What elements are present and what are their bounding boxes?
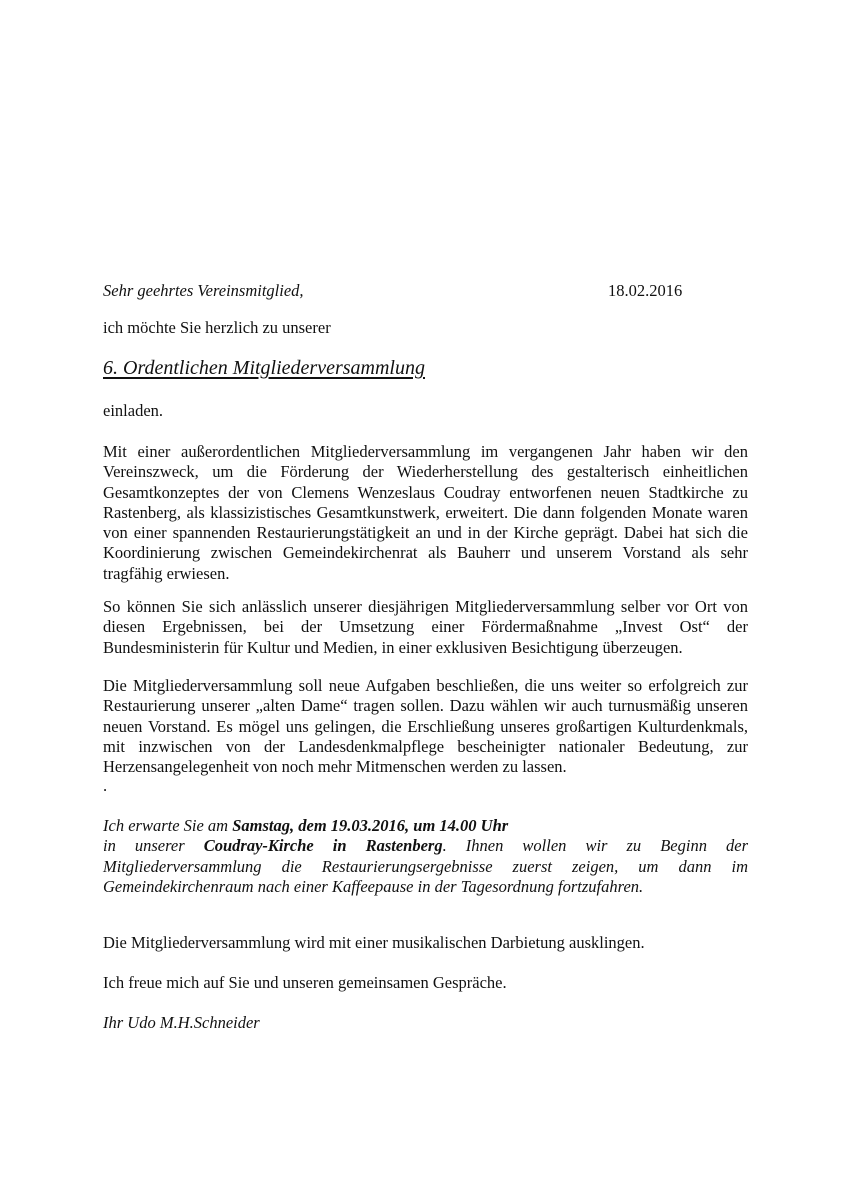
event-datetime: Samstag, dem 19.03.2016, um 14.00 Uhr [232, 816, 509, 835]
event-location: Coudray-Kirche in Rastenberg [203, 836, 443, 856]
paragraph-2: So können Sie sich anlässlich unserer diesjährigen Mitgliederversammlung selber vor Ort von diesen Ergebnissen, bei der Umsetzung einer Fördermaßnahme „Invest Ost“ der Bundesministerin für Kultur und Medien, in einer exklusiven Besichtigung überzeugen. [103, 597, 748, 657]
event-details: . Ihnen wollen wir zu Beginn der Mitgliederversammlung die Restaurierungsergebnisse zuerst zeigen, um dann im Gemeindekirchenraum nach einer Kaffeepause in der Tagesordnung fortzufahren. [103, 836, 748, 896]
paragraph-1: Mit einer außerordentlichen Mitgliederversammlung im vergangenen Jahr haben wir den Vereinszweck, um die Förderung der Wiederherstellung des gestalterisch einheitlichen Gesamtkonzeptes der von Clemens Wenzeslaus Coudray entworfenen neuen Stadtkirche zu Rastenberg, als klassizistisches Gesamtkunstwerk, erweitert. Die dann folgenden Monate waren von einer spannenden Restaurierungstätigkeit an und in der Kirche geprägt. Dabei hat sich die Koordinierung zwischen Gemeindekirchenrat als Bauherr und unserem Vorstand als sehr tragfähig erwiesen. [103, 442, 748, 583]
event-prefix: Ich erwarte Sie am [103, 816, 233, 835]
salutation-row [103, 281, 748, 301]
salutation: Sehr geehrtes Vereinsmitglied, [103, 281, 304, 300]
event-line-1 [103, 816, 748, 836]
letter-date: 18.02.2016 [608, 281, 683, 300]
event-location-prefix: in unserer [103, 836, 204, 856]
event-line-2 [103, 836, 748, 897]
closing-2: Ich freue mich auf Sie und unseren gemeinsamen Gespräche. [103, 973, 507, 992]
signature: Ihr Udo M.H.Schneider [103, 1013, 260, 1032]
intro-line: ich möchte Sie herzlich zu unserer [103, 318, 331, 337]
event-paragraph [103, 816, 748, 897]
meeting-heading: 6. Ordentlichen Mitgliederversammlung [103, 357, 425, 379]
closing-1: Die Mitgliederversammlung wird mit einer musikalischen Darbietung ausklingen. [103, 933, 645, 952]
paragraph-3: Die Mitgliederversammlung soll neue Aufgaben beschließen, die uns weiter so erfolgreich zur Restaurierung unserer „alten Dame“ tragen sollen. Dazu wählen wir auch turnusmäßig unseren neuen Vorstand. Es mögel uns gelingen, die Erschließung unseres großartigen Kulturdenkmals, mit inzwischen von der Landesdenkmalpflege bescheinigter nationaler Bedeutung, zur Herzensangelegenheit von noch mehr Mitmenschen werden zu lassen. [103, 676, 748, 777]
invite-end: einladen. [103, 401, 164, 420]
stray-dot: . [103, 776, 108, 795]
